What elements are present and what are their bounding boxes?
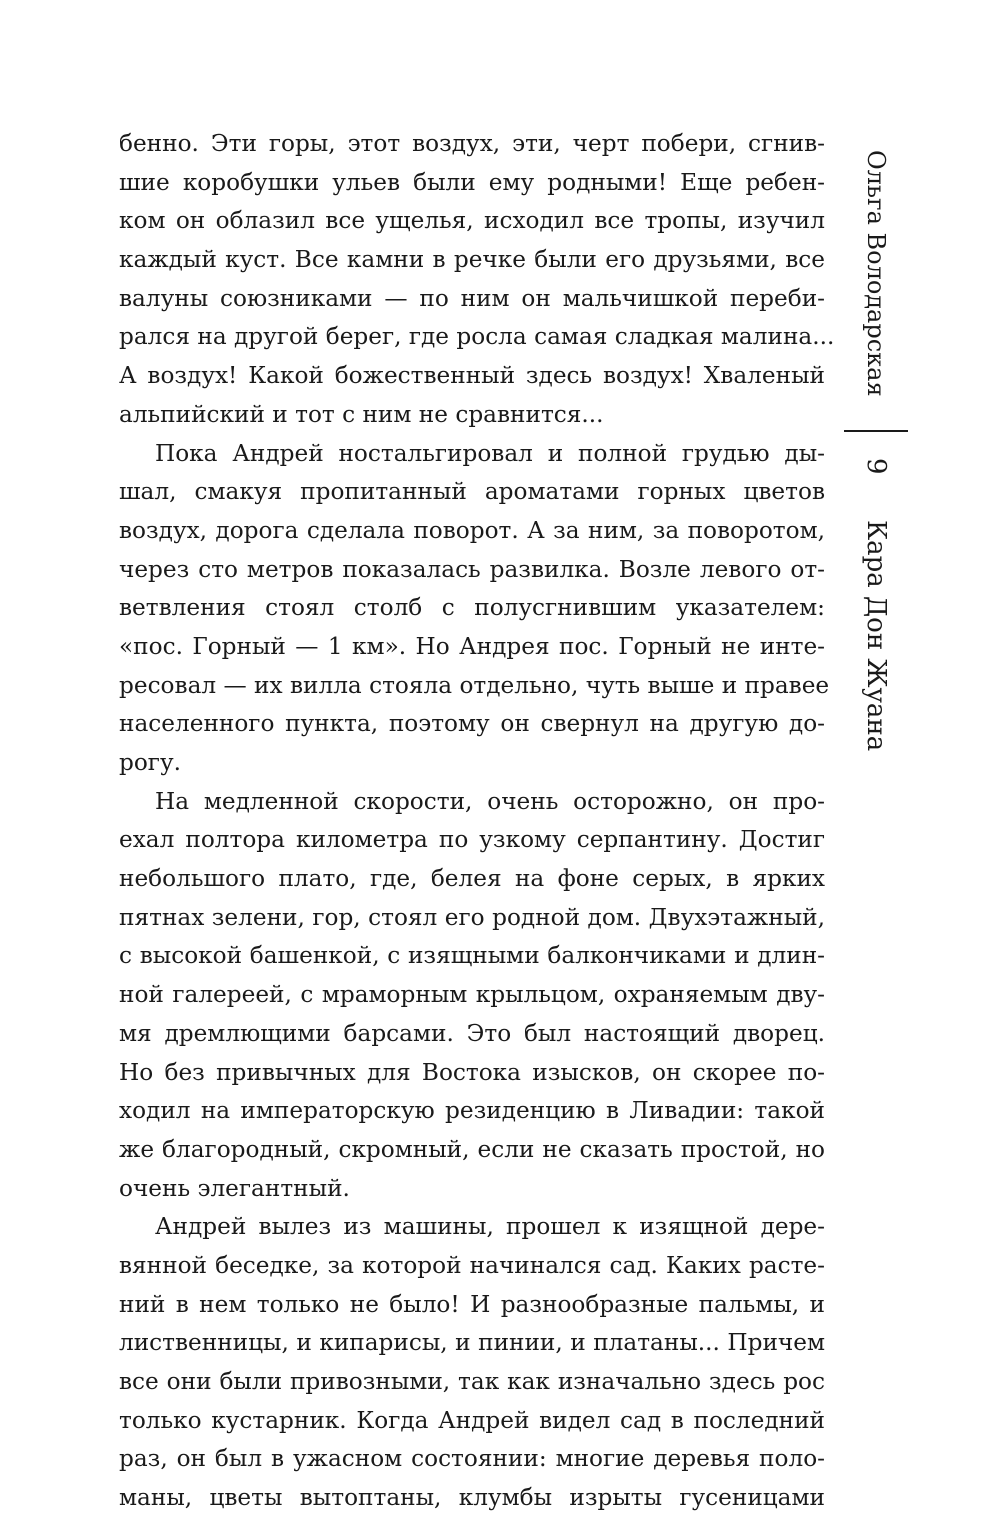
text-line: бенно. Эти горы, этот воздух, эти, черт побери, сгнив- bbox=[119, 130, 825, 157]
text-line: Но без привычных для Востока изысков, он скорее по- bbox=[119, 1058, 825, 1086]
text-line: все они были привозными, так как изначально здесь рос bbox=[119, 1368, 825, 1395]
text-line: населенного пункта, поэтому он свернул на другую до- bbox=[119, 710, 825, 738]
running-head bbox=[856, 150, 896, 1250]
text-line: ходил на императорскую резиденцию в Ливадии: такой bbox=[119, 1097, 825, 1125]
text-line: рогу. bbox=[119, 749, 181, 776]
text-line: раз, он был в ужасном состоянии: многие деревья поло- bbox=[119, 1445, 825, 1473]
text-line: шал, смакуя пропитанный ароматами горных цветов bbox=[119, 478, 825, 506]
text-line: ехал полтора километра по узкому серпантину. Достиг bbox=[119, 826, 825, 854]
text-line: «пос. Горный — 1 км». Но Андрея пос. Горный не инте- bbox=[119, 632, 825, 660]
text-line: каждый куст. Все камни в речке были его друзьями, все bbox=[119, 246, 825, 274]
page-number: 9 bbox=[861, 458, 891, 475]
paragraph-first-line: Андрей вылез из машины, прошел к изящной дере- bbox=[155, 1213, 825, 1241]
text-line: через сто метров показалась развилка. Возле левого от- bbox=[119, 555, 825, 583]
text-line: альпийский и тот с ним не сравнится... bbox=[119, 400, 604, 428]
text-line: вянной беседке, за которой начинался сад. Каких расте- bbox=[119, 1251, 825, 1279]
text-line: ресовал — их вилла стояла отдельно, чуть выше и правее bbox=[119, 671, 830, 699]
text-line: ной галереей, с мраморным крыльцом, охраняемым дву- bbox=[119, 981, 825, 1009]
running-head-book-title: Кара Дон Жуана bbox=[861, 520, 891, 752]
text-line: лиственницы, и кипарисы, и пинии, и платаны... Причем bbox=[119, 1329, 825, 1357]
text-line: очень элегантный. bbox=[119, 1174, 350, 1202]
text-line: мя дремлющими барсами. Это был настоящий дворец. bbox=[119, 1019, 825, 1047]
text-line: маны, цветы вытоптаны, клумбы изрыты гусеницами bbox=[119, 1484, 825, 1512]
text-line: с высокой башенкой, с изящными балкончиками и длин- bbox=[119, 942, 825, 970]
paragraph-first-line: Пока Андрей ностальгировал и полной грудью ды- bbox=[155, 439, 825, 467]
text-line: ком он облазил все ущелья, исходил все тропы, изучил bbox=[119, 207, 825, 235]
text-line: ветвления стоял столб с полусгнившим указателем: bbox=[119, 594, 825, 622]
body-text bbox=[119, 125, 835, 1518]
text-line: ний в нем только не было! И разнообразные пальмы, и bbox=[119, 1290, 825, 1318]
paragraph-first-line: На медленной скорости, очень осторожно, он про- bbox=[155, 787, 825, 815]
text-line: небольшого плато, где, белея на фоне серых, в ярких bbox=[119, 865, 825, 893]
running-head-divider bbox=[844, 430, 908, 432]
text-line: шие коробушки ульев были ему родными! Еще ребен- bbox=[119, 168, 825, 196]
text-line: пятнах зелени, гор, стоял его родной дом. Двухэтажный, bbox=[119, 903, 825, 931]
text-line: рался на другой берег, где росла самая сладкая малина... bbox=[119, 323, 835, 351]
text-line: только кустарник. Когда Андрей видел сад в последний bbox=[119, 1406, 825, 1434]
text-line: воздух, дорога сделала поворот. А за ним, за поворотом, bbox=[119, 516, 825, 544]
text-line: же благородный, скромный, если не сказать простой, но bbox=[119, 1135, 825, 1163]
text-line: А воздух! Какой божественный здесь воздух! Хваленый bbox=[119, 362, 825, 390]
text-line: валуны союзниками — по ним он мальчишкой переби- bbox=[119, 284, 825, 312]
running-head-author: Ольга Володарская bbox=[862, 150, 890, 397]
